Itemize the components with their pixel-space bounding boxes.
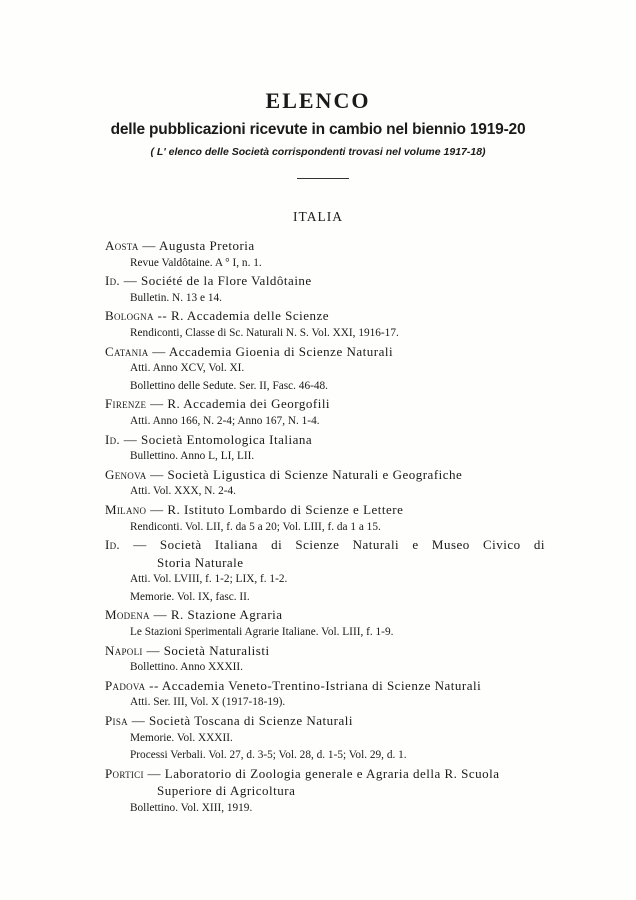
divider-rule [297,178,349,179]
entry-city: Firenze [105,396,147,412]
page-subtitle: delle pubblicazioni ricevute in cambio nel biennio 1919-20 [110,121,526,138]
entry-institution: — Società Entomologica Italiana [119,431,313,447]
entry-publication: Bollettino. Vol. XIII, 1919. [130,802,253,814]
entry-publication: Revue Valdôtaine. A ° I, n. 1. [130,256,262,269]
entry-publication: Memorie. Vol. XXXII. [130,731,233,744]
entry-city: Id. [105,273,120,289]
entry-institution: -- R. Accademia delle Scienze [153,308,330,324]
entry-heading [105,343,545,361]
entry-institution: — R. Accademia dei Georgofili [146,396,331,412]
entry-publication: Memorie. Vol. IX, fasc. II. [130,590,250,603]
entry-publication: Atti. Vol. LVIII, f. 1-2; LIX, f. 1-2. [130,573,288,586]
entry-institution: — R. Stazione Agraria [149,607,283,623]
entry-heading-continuation: Storia Naturale [157,554,244,570]
page-title: ELENCO [265,88,371,113]
entry-heading [105,237,545,255]
entry-heading [105,606,545,624]
entry-publication: Atti. Anno XCV, Vol. XI. [130,362,245,375]
entry-institution: -- Accademia Veneto-Trentino-Istriana di Scienze Naturali [145,677,482,693]
entry-heading [105,431,545,449]
entry-city: Padova [105,677,146,693]
entry-publication: Rendiconti. Vol. LII, f. da 5 a 20; Vol. LIII, f. da 1 a 15. [130,520,381,533]
entry-publication: Bollettino. Anno XXXII. [130,661,243,674]
section-title: ITALIA [293,209,343,224]
entry-city: Id. [105,537,120,553]
entry-city: Bologna [105,308,154,324]
entry-city: Catania [105,343,149,359]
entry-heading [105,466,545,484]
entry-city: Modena [105,607,150,623]
entry-institution: — Società Toscana di Scienze Naturali [127,713,353,729]
entry-institution: — Società Italiana di Scienze Naturali e Museo Civico di [119,537,545,553]
entry-heading [105,395,545,413]
entry-city: Milano [105,501,147,517]
entry-heading [105,712,545,730]
entry-publication: Atti. Vol. XXX, N. 2-4. [130,485,236,498]
entry-heading [105,501,545,519]
entry-heading [105,536,545,554]
entry-institution: — R. Istituto Lombardo di Scienze e Lettere [146,501,404,517]
entry-publication: Bullettino. Anno L, LI, LII. [130,450,255,463]
entry-institution: — Società Ligustica di Scienze Naturali e Geografiche [146,466,463,482]
entry-publication: Rendiconti, Classe di Sc. Naturali N. S. Vol. XXI, 1916-17. [130,326,399,339]
entry-publication: Atti. Anno 166, N. 2-4; Anno 167, N. 1-4. [130,414,320,427]
entry-city: Pisa [105,713,128,729]
entry-institution: — Augusta Pretoria [138,238,255,253]
entry-heading [105,272,545,290]
entry-publication: Bollettino delle Sedute. Ser. II, Fasc. 46-48. [130,379,328,392]
entry-heading [105,307,545,325]
entry-city: Portici [105,765,144,781]
entry-institution: — Società Naturalisti [142,642,270,658]
entry-heading-continuation: Superiore di Agricoltura [157,783,296,799]
entry-heading [105,677,545,695]
publication-list [105,237,545,818]
entry-institution: — Société de la Flore Valdôtaine [119,273,312,289]
entry-heading [105,642,545,660]
entry-city: Genova [105,466,147,482]
entry-publication: Bulletin. N. 13 e 14. [130,291,222,304]
entry-publication: Processi Verbali. Vol. 27, d. 3-5; Vol. 28, d. 1-5; Vol. 29, d. 1. [130,749,407,762]
entry-publication: Atti. Ser. III, Vol. X (1917-18-19). [130,696,286,709]
entry-institution: — Accademia Gioenia di Scienze Naturali [148,343,394,359]
entry-city: Napoli [105,642,143,658]
entry-city: Id. [105,431,120,447]
entry-city: Aosta [105,238,139,253]
entry-heading [105,765,545,783]
entry-institution: — Laboratorio di Zoologia generale e Agraria della R. Scuola [143,765,500,781]
page-note: ( L' elenco delle Società corrispondenti trovasi nel volume 1917-18) [150,146,486,158]
entry-publication: Le Stazioni Sperimentali Agrarie Italiane. Vol. LIII, f. 1-9. [130,626,394,639]
